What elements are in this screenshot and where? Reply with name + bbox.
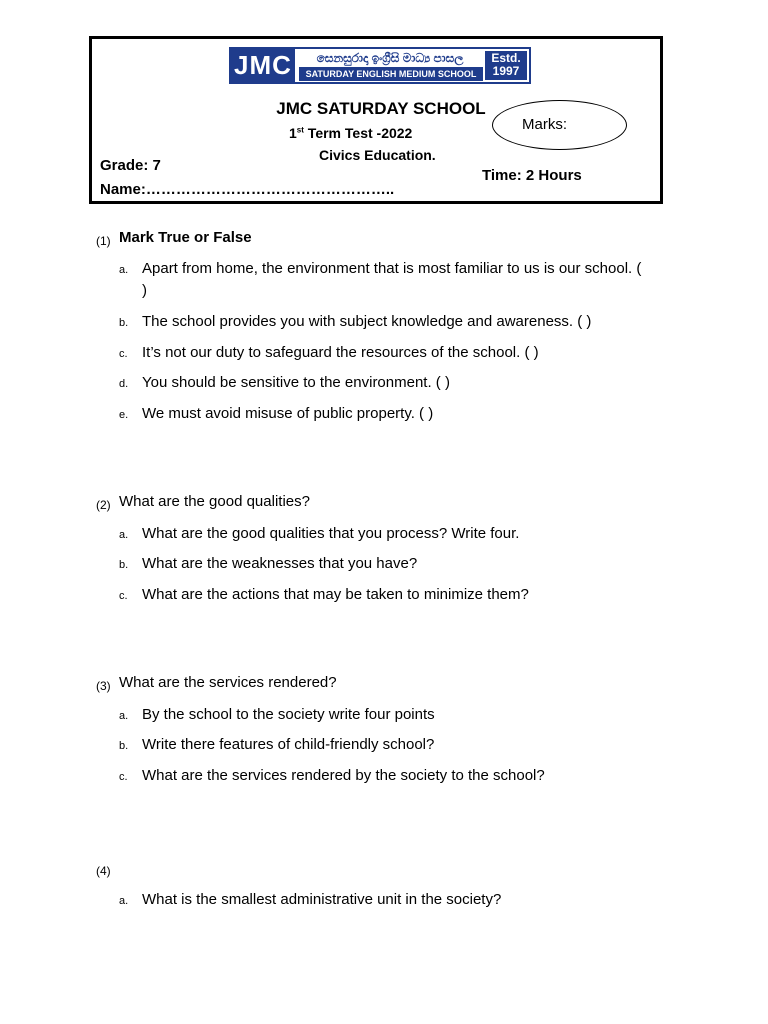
logo-jmc-text: JMC xyxy=(231,49,295,82)
term-text: Term Test -2022 xyxy=(303,125,413,141)
question-2-text: What are the good qualities? xyxy=(119,493,310,510)
question-1-item-b: The school provides you with subject knowledge and awareness. ( ) xyxy=(142,313,592,330)
question-3-text: What are the services rendered? xyxy=(119,674,337,691)
marks-oval xyxy=(492,100,627,150)
term-ordinal-suffix: st xyxy=(296,125,304,135)
question-3-item-c: What are the services rendered by the society to the school? xyxy=(142,767,545,784)
question-3-item-a-letter: a. xyxy=(119,710,129,722)
question-3-item-b: Write there features of child-friendly school? xyxy=(142,736,435,753)
question-2-item-c: What are the actions that may be taken to minimize them? xyxy=(142,586,529,603)
question-1-item-d-letter: d. xyxy=(119,378,129,390)
question-1-item-c-letter: c. xyxy=(119,348,128,360)
question-4-item-a-letter: a. xyxy=(119,895,129,907)
marks-label: Marks: xyxy=(522,116,567,133)
question-1-item-a-letter: a. xyxy=(119,264,129,276)
question-1-item-c: It’s not our duty to safeguard the resources of the school. ( ) xyxy=(142,344,539,361)
question-1-item-d: You should be sensitive to the environment. ( ) xyxy=(142,374,450,391)
question-2-item-c-letter: c. xyxy=(119,590,128,602)
question-3-item-b-letter: b. xyxy=(119,740,129,752)
school-name: JMC SATURDAY SCHOOL xyxy=(276,99,486,118)
question-2-item-b-letter: b. xyxy=(119,559,129,571)
question-1-number: (1) xyxy=(96,234,111,248)
name-field: Name:………………………………………….. xyxy=(100,181,395,198)
question-3-item-c-letter: c. xyxy=(119,771,128,783)
logo-estd-year: 1997 xyxy=(492,64,520,78)
question-1-item-a: Apart from home, the environment that is most familiar to us is our school. ( ) xyxy=(142,260,642,299)
exam-header xyxy=(89,36,663,204)
grade-label: Grade: 7 xyxy=(100,157,161,174)
question-2-item-a-letter: a. xyxy=(119,529,129,541)
question-1-item-b-letter: b. xyxy=(119,317,129,329)
logo-estd-label: Estd. xyxy=(491,51,521,65)
question-4-item-a: What is the smallest administrative unit in the society? xyxy=(142,891,502,908)
question-1-text: Mark True or False xyxy=(119,229,252,246)
logo-english-text: SATURDAY ENGLISH MEDIUM SCHOOL xyxy=(299,67,483,81)
logo-sinhala-text: සෙනසුරාදා ඉංග්‍රීසි මාධ්‍ය පාසල xyxy=(316,51,464,65)
school-logo xyxy=(229,47,531,84)
question-2-item-a: What are the good qualities that you process? Write four. xyxy=(142,525,520,542)
question-2-number: (2) xyxy=(96,498,111,512)
question-1-item-e: We must avoid misuse of public property. ( ) xyxy=(142,405,434,422)
term-test-title xyxy=(289,125,412,141)
question-1-item-e-letter: e. xyxy=(119,409,129,421)
term-number: 1 xyxy=(289,125,297,141)
logo-estd-badge xyxy=(485,51,527,80)
time-label: Time: 2 Hours xyxy=(482,167,582,184)
question-4-number: (4) xyxy=(96,864,111,878)
question-2-item-b: What are the weaknesses that you have? xyxy=(142,555,418,572)
question-3-number: (3) xyxy=(96,679,111,693)
question-3-item-a: By the school to the society write four points xyxy=(142,706,435,723)
subject-title: Civics Education. xyxy=(319,147,436,163)
